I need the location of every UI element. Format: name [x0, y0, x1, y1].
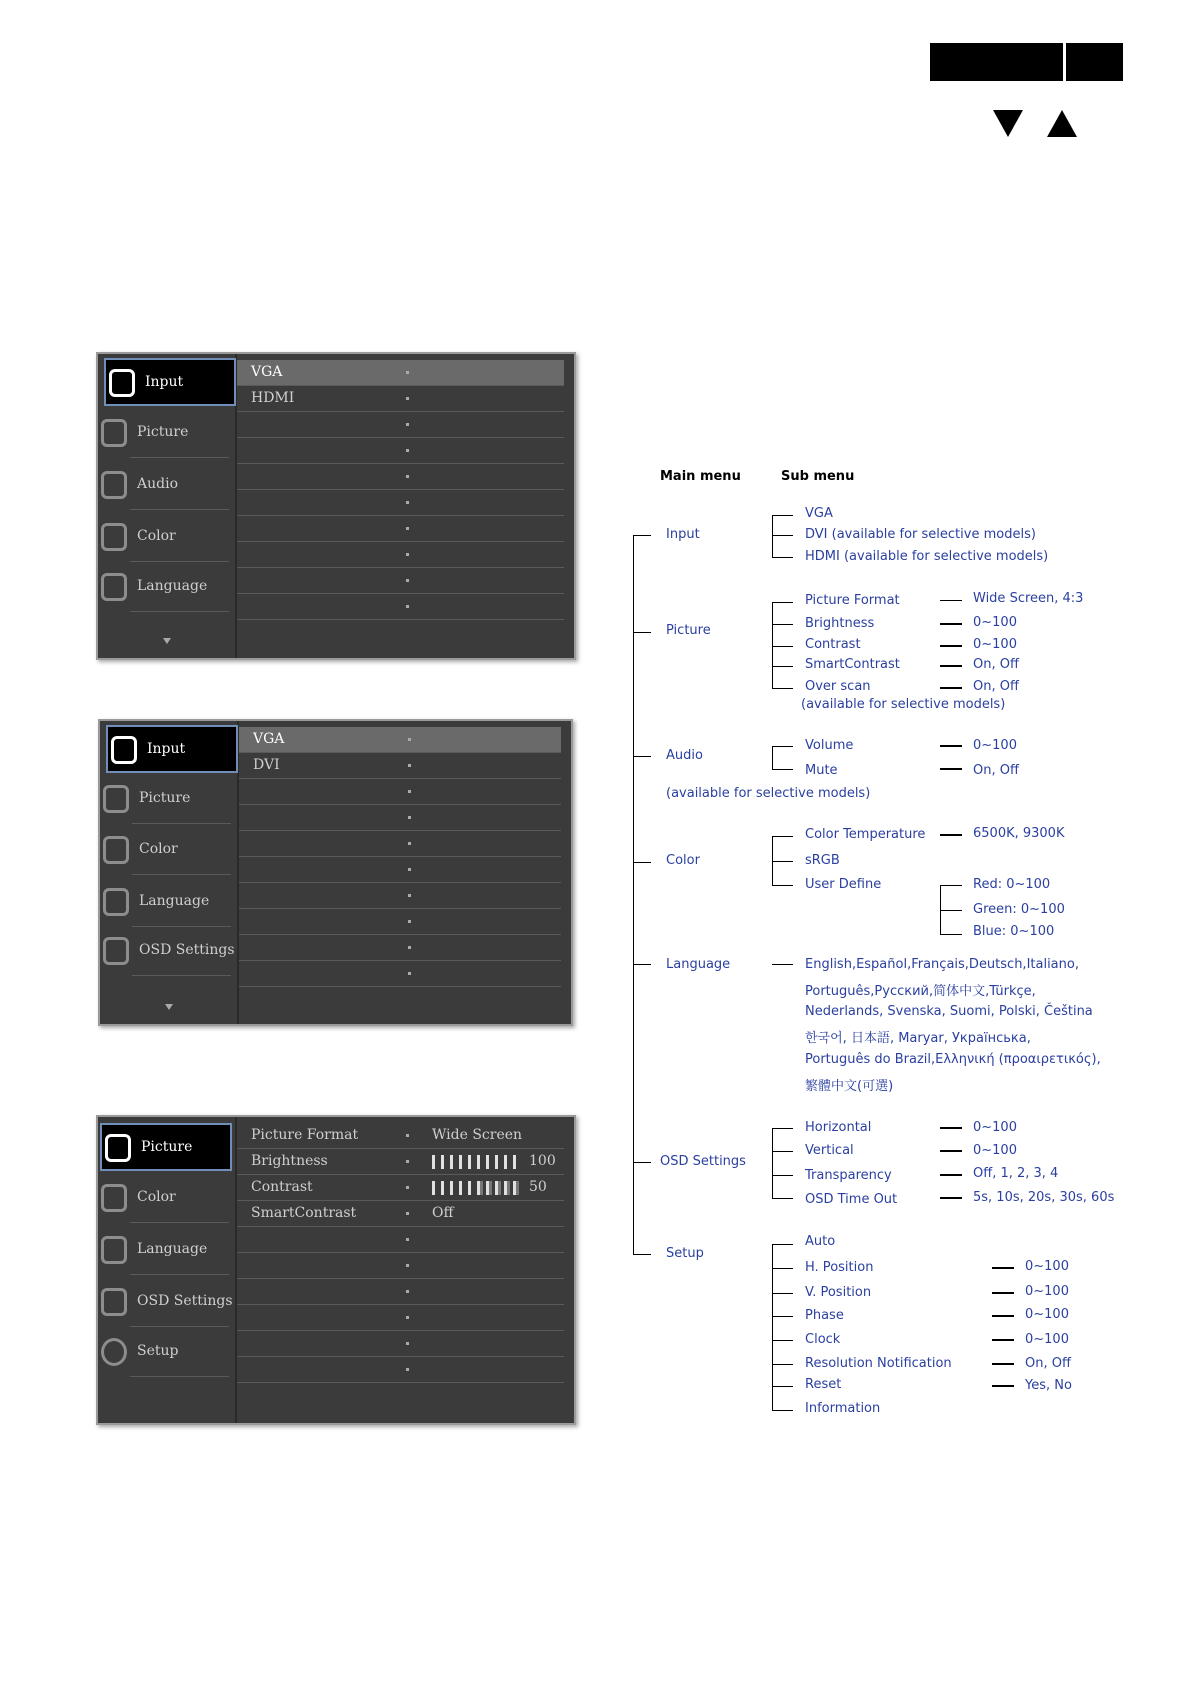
osd-sub-empty [237, 412, 564, 438]
brightness-slider[interactable] [432, 1155, 520, 1169]
tree-osd-time-out-value: 5s, 10s, 20s, 30s, 60s [973, 1190, 1115, 1205]
osd-sub-empty [239, 883, 561, 909]
tree-picture-contrast: Contrast [805, 637, 861, 652]
chevron-down-icon[interactable] [165, 1004, 173, 1010]
audio-icon [101, 471, 127, 499]
osd-sub-empty [237, 1227, 564, 1253]
tree-language-line-6: 繁體中文(可選) [805, 1079, 894, 1094]
osd-sub-empty [237, 438, 564, 464]
osd-settings-icon [101, 1288, 127, 1316]
osd-main-item-color[interactable]: Color [98, 1175, 235, 1223]
tree-setup-reset: Reset [805, 1377, 842, 1392]
tree-language-line-1: English,Español,Français,Deutsch,Italiano, [805, 957, 1079, 972]
input-icon [109, 369, 135, 397]
osd-main-item-picture[interactable]: Picture [100, 776, 237, 824]
gear-icon [101, 1338, 127, 1366]
osd-sub-empty [239, 857, 561, 883]
tree-setup-v-position: V. Position [805, 1285, 872, 1300]
tree-picture-format: Picture Format [805, 593, 900, 608]
language-icon [101, 573, 127, 601]
tree-setup-reset-value: Yes, No [1025, 1378, 1072, 1393]
tree-audio-volume: Volume [805, 738, 854, 753]
tree-language-line-4: 한국어, 日本語, Maryar, Українська, [805, 1031, 1031, 1046]
main-menu-header: Main menu [660, 469, 741, 484]
tree-osd-vertical-value: 0~100 [973, 1143, 1017, 1158]
osd-sub-empty [237, 542, 564, 568]
osd-main-item-osd-settings[interactable]: OSD Settings [98, 1279, 235, 1327]
tree-main-audio: Audio [666, 748, 703, 763]
language-icon [101, 1236, 127, 1264]
osd-main-menu [98, 1117, 237, 1423]
osd-sub-empty [239, 909, 561, 935]
osd-main-item-color[interactable]: Color [98, 514, 235, 562]
tree-picture-overscan: Over scan [805, 679, 871, 694]
tree-osd-horizontal: Horizontal [805, 1120, 872, 1135]
tree-color-green: Green: 0~100 [973, 902, 1065, 917]
tree-setup-v-position-value: 0~100 [1025, 1284, 1069, 1299]
osd-sub-item-vga[interactable]: VGA [237, 360, 564, 386]
picture-icon [101, 419, 127, 447]
tree-color-temperature: Color Temperature [805, 827, 926, 842]
osd-panel-input-hdmi [96, 352, 576, 660]
tree-setup-auto: Auto [805, 1234, 836, 1249]
picture-icon [103, 785, 129, 813]
tree-setup-phase: Phase [805, 1308, 844, 1323]
tree-setup-resolution-value: On, Off [1025, 1356, 1071, 1371]
osd-sub-empty [237, 490, 564, 516]
osd-sub-empty [237, 1331, 564, 1357]
tree-setup-phase-value: 0~100 [1025, 1307, 1069, 1322]
tree-osd-transparency-value: Off, 1, 2, 3, 4 [973, 1166, 1059, 1181]
osd-main-item-color[interactable]: Color [100, 827, 237, 875]
header-bar-left [930, 43, 1063, 81]
tree-osd-time-out: OSD Time Out [805, 1192, 898, 1207]
tree-picture-brightness-value: 0~100 [973, 615, 1017, 630]
osd-sub-empty [239, 805, 561, 831]
osd-sub-empty [237, 516, 564, 542]
color-icon [103, 836, 129, 864]
osd-sub-item-brightness[interactable]: Brightness 100 [237, 1149, 564, 1175]
tree-color-blue: Blue: 0~100 [973, 924, 1055, 939]
tree-language-line-3: Nederlands, Svenska, Suomi, Polski, Čeština [805, 1004, 1093, 1019]
contrast-slider[interactable] [432, 1181, 520, 1195]
tree-main-osd-settings: OSD Settings [660, 1154, 746, 1169]
tree-language-line-2: Português,Русский,简体中文,Türkçe, [805, 984, 1036, 999]
osd-main-item-setup[interactable]: Setup [98, 1329, 235, 1377]
osd-sub-empty [239, 831, 561, 857]
chevron-down-icon[interactable] [163, 638, 171, 644]
tree-audio-note: (available for selective models) [666, 786, 871, 801]
osd-panel-picture [96, 1115, 576, 1425]
tree-picture-format-value: Wide Screen, 4:3 [973, 591, 1084, 606]
osd-main-item-language[interactable]: Language [98, 1227, 235, 1275]
tree-picture-brightness: Brightness [805, 616, 875, 631]
tree-setup-clock: Clock [805, 1332, 841, 1347]
osd-sub-empty [237, 1357, 564, 1383]
tree-picture-note: (available for selective models) [801, 697, 1006, 712]
osd-sub-item-contrast[interactable]: Contrast 50 [237, 1175, 564, 1201]
tree-setup-h-position-value: 0~100 [1025, 1259, 1069, 1274]
picture-icon [105, 1134, 131, 1162]
tree-osd-horizontal-value: 0~100 [973, 1120, 1017, 1135]
tree-setup-resolution-notification: Resolution Notification [805, 1356, 952, 1371]
osd-main-item-language[interactable]: Language [98, 564, 235, 612]
osd-sub-empty [239, 935, 561, 961]
color-icon [101, 1184, 127, 1212]
tree-picture-smartcontrast-value: On, Off [973, 657, 1019, 672]
tree-audio-mute: Mute [805, 763, 838, 778]
osd-main-item-language[interactable]: Language [100, 879, 237, 927]
osd-panel-input-dvi [98, 719, 573, 1026]
tree-color-temperature-value: 6500K, 9300K [973, 826, 1065, 841]
osd-sub-item-dvi[interactable]: DVI [239, 753, 561, 779]
input-icon [111, 736, 137, 764]
osd-settings-icon [103, 937, 129, 965]
osd-main-item-picture[interactable]: Picture [98, 410, 235, 458]
tree-input-vga: VGA [805, 506, 833, 521]
language-icon [103, 888, 129, 916]
osd-sub-empty [237, 568, 564, 594]
tree-setup-h-position: H. Position [805, 1260, 874, 1275]
osd-sub-empty [237, 1279, 564, 1305]
tree-color-user-define: User Define [805, 877, 882, 892]
osd-main-item-input[interactable]: Input [106, 725, 238, 773]
osd-sub-item-hdmi[interactable]: HDMI [237, 386, 564, 412]
triangle-up-icon [1047, 110, 1077, 137]
tree-audio-volume-value: 0~100 [973, 738, 1017, 753]
osd-sub-item-vga[interactable]: VGA [239, 727, 561, 753]
tree-setup-clock-value: 0~100 [1025, 1332, 1069, 1347]
osd-sub-empty [237, 1253, 564, 1279]
tree-picture-overscan-value: On, Off [973, 679, 1019, 694]
color-icon [101, 523, 127, 551]
tree-main-input: Input [666, 527, 700, 542]
osd-main-item-input[interactable]: Input [104, 358, 236, 406]
tree-osd-transparency: Transparency [805, 1168, 892, 1183]
tree-language-line-5: Português do Brazil,Ελληνική (προαιρετικός), [805, 1052, 1101, 1067]
osd-sub-empty [237, 594, 564, 620]
osd-main-item-picture[interactable]: Picture [100, 1123, 232, 1171]
tree-color-srgb: sRGB [805, 853, 840, 868]
header-bar-right [1066, 43, 1123, 81]
tree-setup-information: Information [805, 1401, 881, 1416]
osd-main-menu [98, 354, 237, 658]
osd-main-item-audio[interactable]: Audio [98, 462, 235, 510]
tree-color-red: Red: 0~100 [973, 877, 1051, 892]
triangle-down-icon [993, 110, 1023, 137]
sub-menu-header: Sub menu [781, 469, 855, 484]
osd-main-menu [100, 721, 239, 1024]
osd-sub-item-smartcontrast[interactable]: SmartContrast Off [237, 1201, 564, 1227]
tree-main-picture: Picture [666, 623, 711, 638]
tree-input-dvi: DVI (available for selective models) [805, 527, 1036, 542]
osd-sub-item-picture-format[interactable]: Picture Format Wide Screen [237, 1123, 564, 1149]
tree-picture-smartcontrast: SmartContrast [805, 657, 900, 672]
osd-main-item-osd-settings[interactable]: OSD Settings [100, 928, 237, 976]
osd-sub-empty [239, 961, 561, 987]
tree-osd-vertical: Vertical [805, 1143, 854, 1158]
osd-sub-empty [237, 464, 564, 490]
osd-sub-empty [237, 1305, 564, 1331]
tree-main-setup: Setup [666, 1246, 704, 1261]
osd-sub-empty [239, 779, 561, 805]
tree-input-hdmi: HDMI (available for selective models) [805, 549, 1049, 564]
tree-picture-contrast-value: 0~100 [973, 637, 1017, 652]
tree-main-language: Language [666, 957, 731, 972]
tree-main-color: Color [666, 853, 700, 868]
tree-audio-mute-value: On, Off [973, 763, 1019, 778]
